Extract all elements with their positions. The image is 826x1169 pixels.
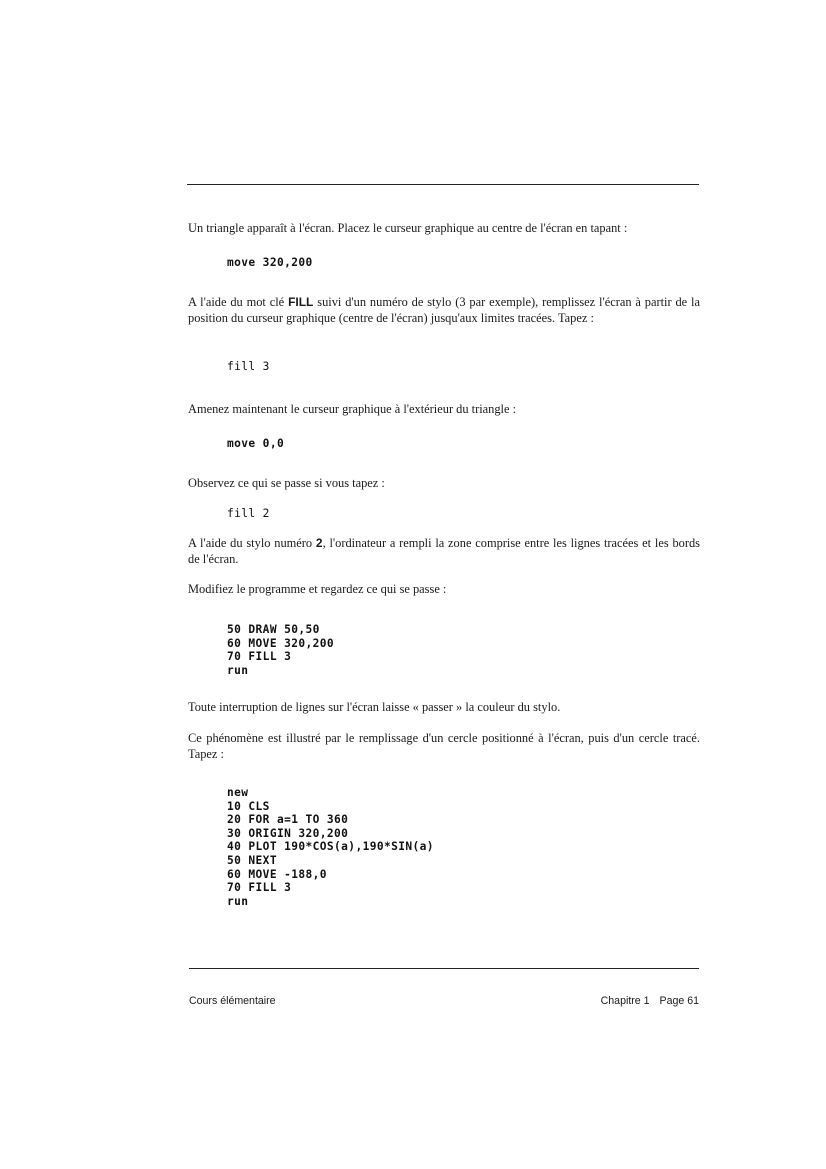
bottom-rule <box>189 968 699 969</box>
paragraph-text: A l'aide du mot clé <box>188 295 289 309</box>
top-rule <box>187 184 699 185</box>
paragraph-text: A l'aide du stylo numéro <box>188 536 316 550</box>
code-fill-3: fill 3 <box>227 360 270 373</box>
paragraph-text: Modifiez le programme et regardez ce qui se passe : <box>188 582 447 596</box>
paragraph-pen-2 <box>188 536 700 567</box>
code-move-origin: move 0,0 <box>227 437 285 450</box>
paragraph-observe <box>188 476 700 492</box>
paragraph-move-outside <box>188 402 700 418</box>
footer-page-info <box>593 995 699 1007</box>
footer-page-number: Page 61 <box>659 995 699 1007</box>
paragraph-text: Toute interruption de lignes sur l'écran laisse « passer » la couleur du stylo. <box>188 700 561 714</box>
paragraph-circle <box>188 731 700 762</box>
paragraph-intro <box>188 221 700 237</box>
footer-book-title: Cours élémentaire <box>189 995 276 1007</box>
code-fill-2: fill 2 <box>227 507 270 520</box>
paragraph-text: Ce phénomène est illustré par le remplissage d'un cercle positionné à l'écran, puis d'un cercle tracé. Tapez : <box>188 731 700 761</box>
keyword-fill: FILL <box>288 295 314 309</box>
code-program-modify: 50 DRAW 50,50 60 MOVE 320,200 70 FILL 3 run <box>227 623 335 677</box>
paragraph-text: Amenez maintenant le curseur graphique à l'extérieur du triangle : <box>188 402 517 416</box>
paragraph-text: , l'ordinateur a rempli la zone comprise entre les lignes tracées et les bords de l'écran. <box>188 536 700 566</box>
paragraph-modify <box>188 582 700 598</box>
code-move-center: move 320,200 <box>227 256 313 269</box>
keyword-pen-number: 2 <box>315 536 323 550</box>
paragraph-text: Un triangle apparaît à l'écran. Placez le curseur graphique au centre de l'écran en tapant : <box>188 221 628 235</box>
paragraph-interruption <box>188 700 700 716</box>
paragraph-text: suivi d'un numéro de stylo (3 par exemple), remplissez l'écran à partir de la position du curseur graphique (centre de l'écran) jusqu'aux limites tracées. Tapez : <box>188 295 700 325</box>
paragraph-fill-explanation <box>188 295 700 326</box>
paragraph-text: Observez ce qui se passe si vous tapez : <box>188 476 385 490</box>
footer-chapter: Chapitre 1 <box>600 995 650 1007</box>
code-program-circle: new 10 CLS 20 FOR a=1 TO 360 30 ORIGIN 320,200 40 PLOT 190*COS(a),190*SIN(a) 50 NEXT 60 MOVE -188,0 70 FILL 3 run <box>227 786 434 908</box>
